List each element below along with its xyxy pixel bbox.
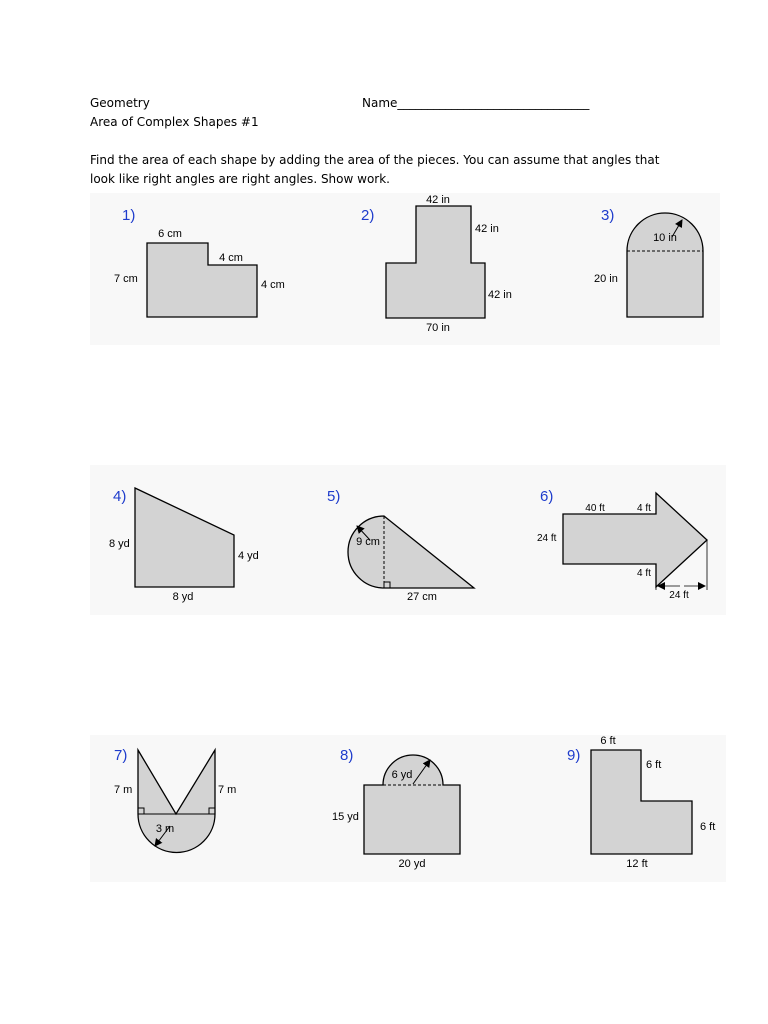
label: 40 ft [585, 503, 605, 514]
label: 7 m [114, 784, 133, 796]
subject-label: Geometry [90, 96, 150, 110]
problem-number: 7) [114, 747, 128, 764]
label: 4 cm [261, 279, 285, 291]
label: 42 in [488, 289, 512, 301]
label: 8 yd [172, 591, 194, 603]
label: 12 ft [626, 858, 648, 870]
name-label: Name [362, 96, 398, 110]
label: 7 m [218, 784, 237, 796]
problem-number: 6) [540, 488, 554, 505]
label: 4 yd [238, 550, 259, 562]
label: 15 yd [332, 811, 359, 823]
label: 4 cm [219, 252, 243, 264]
label: 24 ft [669, 590, 689, 601]
label: 6 ft [700, 821, 716, 833]
label: 27 cm [407, 591, 437, 603]
label: 4 ft [637, 503, 651, 514]
label: 24 ft [537, 533, 557, 544]
problem-number: 4) [113, 488, 127, 505]
problem-number: 3) [601, 207, 615, 224]
label: 42 in [426, 194, 450, 206]
label: 4 ft [637, 568, 651, 579]
label: 70 in [426, 322, 450, 334]
label: 6 yd [391, 769, 413, 781]
label: 9 cm [356, 536, 380, 548]
label: 10 in [653, 232, 677, 244]
label: 3 m [155, 823, 175, 835]
label: 20 in [594, 273, 618, 285]
problem-number: 2) [361, 207, 375, 224]
name-line: ________________________________ [397, 96, 590, 110]
label: 6 ft [646, 759, 662, 771]
label: 42 in [475, 223, 499, 235]
instructions-line-2: look like right angles are right angles. Show work. [90, 172, 390, 186]
worksheet-title: Area of Complex Shapes #1 [90, 115, 259, 129]
label: 6 ft [600, 735, 616, 747]
instructions-line-1: Find the area of each shape by adding the area of the pieces. You can assume that angles that [90, 153, 660, 167]
shape-3 [627, 213, 703, 317]
problem-number: 5) [327, 488, 341, 505]
problem-number: 9) [567, 747, 581, 764]
label: 7 cm [114, 273, 138, 285]
label: 8 yd [109, 538, 130, 550]
label: 6 cm [158, 228, 182, 240]
problem-number: 1) [122, 207, 136, 224]
problem-number: 8) [340, 747, 354, 764]
label: 20 yd [398, 858, 426, 870]
